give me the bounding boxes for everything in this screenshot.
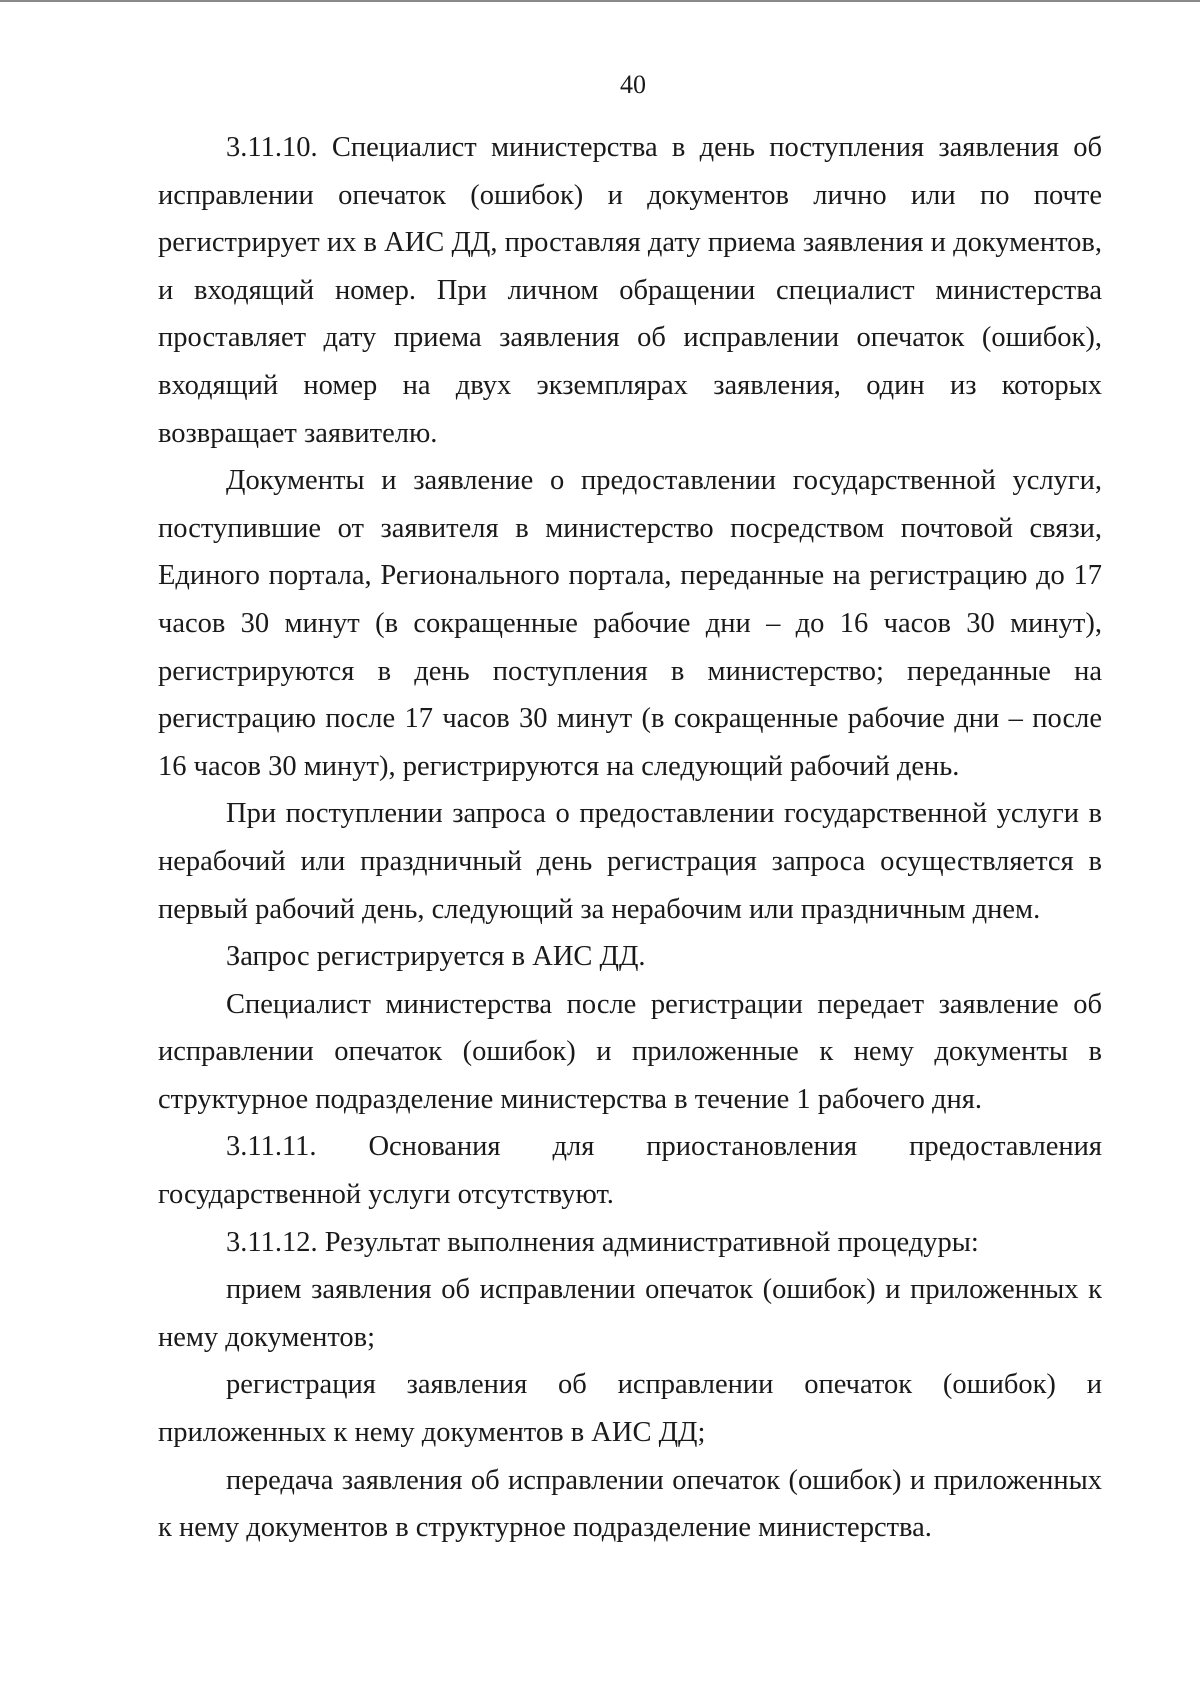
paragraph-registration-deadlines: Документы и заявление о предоставлении государственной услуги, поступившие от заявителя в министерство посредством почтовой связи, Единого портала, Регионального портала, переданные на регистрацию до 17 часов 30 минут (в сокращенные рабочие дни – до 16 часов 30 минут), регистрируются в день поступления в министерство; переданные на регистрацию после 17 часов 30 минут (в сокращенные рабочие дни – после 16 часов 30 минут), регистрируются на следующий рабочий день. (158, 465, 1102, 782)
result-item-reception: прием заявления об исправлении опечаток (ошибок) и приложенных к нему документов; (158, 1274, 1102, 1353)
result-item-registration: регистрация заявления об исправлении опечаток (ошибок) и приложенных к нему документов в АИС ДД; (158, 1369, 1102, 1449)
paragraph-transfer-to-unit: Специалист министерства после регистрации передает заявление об исправлении опечаток (ошибок) и приложенные к нему документы в структурное подразделение министерства в течение 1 рабочего дня. (158, 988, 1102, 1115)
page-top-border (0, 0, 1200, 2)
page-number: 40 (620, 70, 646, 99)
paragraph-3-11-11: 3.11.11. Основания для приостановления предоставления государственной услуги отсутствуют. (158, 1131, 1102, 1211)
paragraph-ais-registration: Запрос регистрируется в АИС ДД. (226, 941, 646, 973)
paragraph-non-working-day: При поступлении запроса о предоставлении государственной услуги в нерабочий или праздничный день регистрация запроса осуществляется в первый рабочий день, следующий за нерабочим или праздничным днем. (158, 798, 1102, 925)
paragraph-3-11-10: 3.11.10. Специалист министерства в день поступления заявления об исправлении опечаток (ошибок) и документов лично или по почте регистрирует их в АИС ДД, проставляя дату приема заявления и документов, и входящий номер. При личном обращении специалист министерства проставляет дату приема заявления об исправлении опечаток (ошибок), входящий номер на двух экземплярах заявления, один из которых возвращает заявителю. (158, 132, 1102, 449)
paragraph-3-11-12: 3.11.12. Результат выполнения административной процедуры: (226, 1226, 979, 1258)
document-body (158, 124, 1102, 1552)
result-item-transfer: передача заявления об исправлении опечаток (ошибок) и приложенных к нему документов в структурное подразделение министерства. (158, 1464, 1102, 1544)
